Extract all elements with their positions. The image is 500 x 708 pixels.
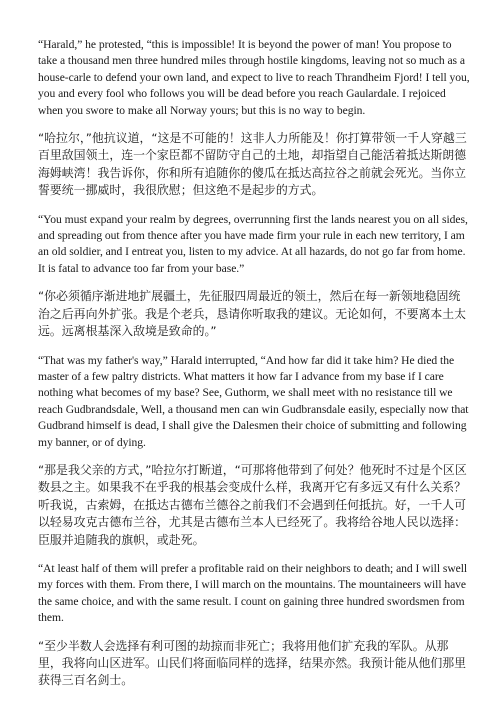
paragraph-chinese-1: “哈拉尔，”他抗议道，“这是不可能的！这非人力所能及！你打算带领一千人穿越三百里敌国领土，连一个家臣都不留防守自己的土地，却指望自己能活着抵达斯朗德海姆峡湾！我告诉你，你和所有追随你的傻瓜在抵达高拉谷之前就会死光。当你立誓要统一挪威时，我很欣慰；但这绝不是起步的方式。 xyxy=(38,131,467,198)
paragraph-english-1: “Harald,” he protested, “this is impossible! It is beyond the power of man! You propose to take a thousand men three hundred miles through hostile kingdoms, leaving not so much as a house-carle to defend your own land, and expect to live to reach Thrandheim Fjord! I tell you, you and every fool who follows you will be dead before you reach Gaulardale. I rejoiced when you swore to make all Norway yours; but this is no way to begin. xyxy=(38,38,470,117)
paragraph-english-2: “You must expand your realm by degrees, overrunning first the lands nearest you on all sides, and spreading out from thence after you have made firm your rule in each new territory, I am an old soldier, and I entreat you, listen to my advice. At all hazards, do not go far from home. It is fatal to advance too far from your base.” xyxy=(38,212,468,275)
paragraph-chinese-2: “你必须循序渐进地扩展疆土，先征服四周最近的领土，然后在每一新领地稳固统治之后再向外扩张。我是个老兵，恳请你听取我的建议。无论如何，不要离本土太远。远离根基深入敌境是致命的。” xyxy=(38,289,467,339)
paragraph-english-4: “At least half of them will prefer a profitable raid on their neighbors to death; and I will swell my forces with them. From there, I will march on the mountains. The mountaineers will have the same choice, and with the same result. I count on gaining three hundred swordsmen from them. xyxy=(38,561,468,625)
paragraph-chinese-4: “至少半数人会选择有利可图的劫掠而非死亡；我将用他们扩充我的军队。从那里，我将向山区进军。山民们将面临同样的选择，结果亦然。我预计能从他们那里获得三百名剑士。 xyxy=(38,638,467,688)
paragraph-english-3: “That was my father's way,” Harald interrupted, “And how far did it take him? He died the master of a few paltry districts. What matters it how far I advance from my base if I care nothing what becomes of my base? See, Guthorm, we shall meet with no resistance till we reach Gudbrandsdale, Well, a thousand men can win Gudbransdale easily, especially now that Gudbrand himself is dead, I shall give the Dalesmen their choice of submitting and following my banner, or of dying. xyxy=(38,353,469,449)
paragraph-chinese-3: “那是我父亲的方式，”哈拉尔打断道，“可那将他带到了何处？他死时不过是个区区数县之主。如果我不在乎我的根基会变成什么样，我离开它有多远又有什么关系？听我说，古索姆，在抵达古德布兰德谷之前我们不会遇到任何抵抗。好，一千人可以轻易攻克古德布兰谷，尤其是古德布兰本人已经死了。我将给谷地人民以选择：臣服并追随我的旗帜，或赴死。 xyxy=(38,462,467,547)
